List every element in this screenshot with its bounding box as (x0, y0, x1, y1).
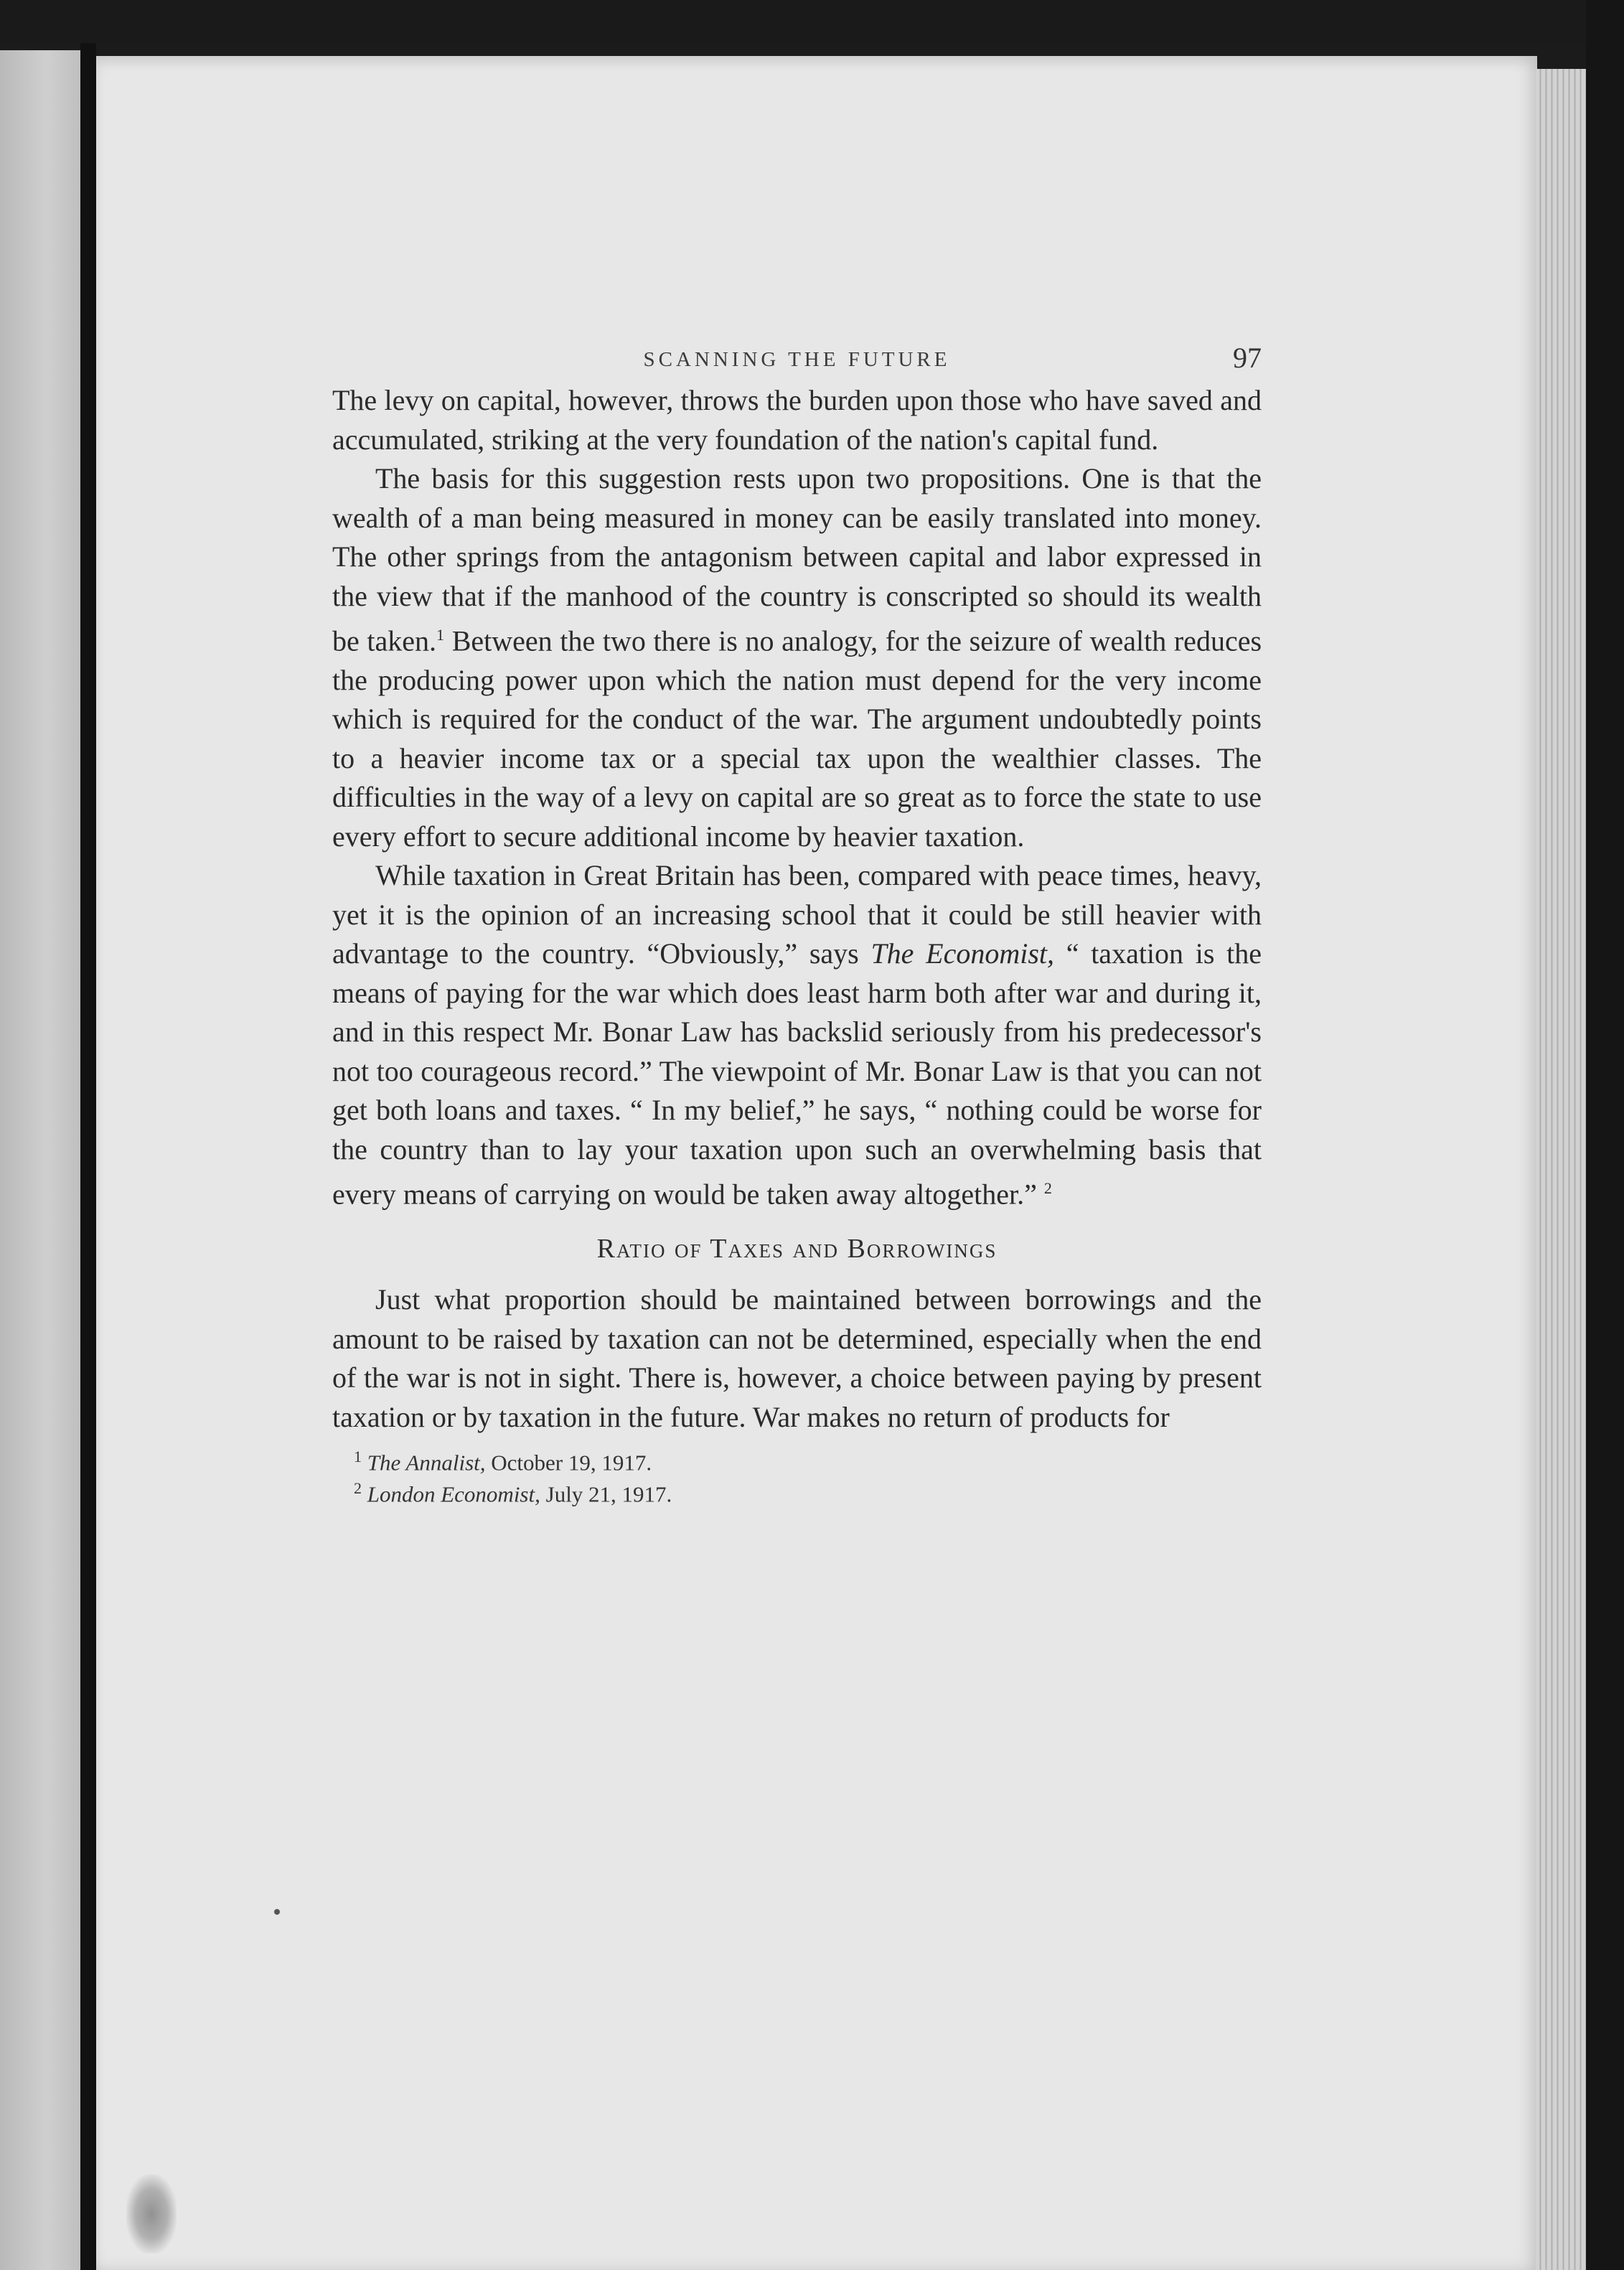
page-edges (1536, 69, 1586, 2270)
ink-speck (274, 1909, 280, 1915)
footnote-ref: 2 (1043, 1179, 1052, 1198)
scan-background-top (0, 0, 1624, 43)
footnote-mark: 2 (354, 1479, 362, 1498)
paragraph-text: The basis for this suggestion rests upon two propositions. One is that the wealth of a man being measured in money can be easily translated into money. The other springs from the antagonism between capital and labor expressed in the view that if the manhood of the country is conscripted so should its wealth be taken. (332, 462, 1262, 657)
paragraph: Just what proportion should be maintained between borrowings and the amount to be raised by taxation can not be determined, especially when the end of the war is not in sight. There is, however, a choice between paying by present taxation or by taxation in the future. War makes no return of products for (332, 1283, 1262, 1433)
paragraph (332, 856, 1262, 1214)
page-number: 97 (1233, 342, 1262, 374)
paragraph: The levy on capital, however, throws the burden upon those who have saved and accumulated, striking at the very foundation of the nation's capital fund. (332, 384, 1262, 456)
footnotes (332, 1444, 1262, 1508)
page-content (332, 341, 1262, 1508)
thumb-smudge (126, 2175, 177, 2253)
paragraph-text: Between the two there is no analogy, for the seizure of wealth reduces the producing power upon which the nation must depend for the very income which is required for the conduct of the war. The argument undoubtedly points to a heavier income tax or a special tax upon the wealthier classes. The difficulties in the way of a levy on capital are so great as to force the state to use every effort to secure additional income by heavier taxation. (332, 624, 1262, 853)
footnote (354, 1476, 1262, 1507)
footnote (354, 1444, 1262, 1476)
body-text (332, 1280, 1262, 1437)
footnote-date: October 19, 1917. (491, 1450, 652, 1476)
footnote-mark: 1 (354, 1448, 362, 1466)
paragraph-text: While taxation in Great Britain has been, compared with peace times, heavy, yet it is the opinion of an increasing school that it could be still heavier with advantage to the country. “Obviously,” says (332, 859, 1262, 970)
book-gutter (80, 43, 96, 2270)
footnote-date: July 21, 1917. (545, 1481, 672, 1507)
section-heading: Ratio of Taxes and Borrowings (596, 1234, 998, 1265)
scan-background-right (1586, 0, 1624, 2270)
footnote-source: The Annalist, (367, 1450, 486, 1476)
footnote-ref: 1 (436, 626, 445, 644)
paragraph-text: “ taxation is the means of paying for the war which does least harm both after war and during it, and in this respect Mr. Bonar Law has backslid seriously from his predecessor's not too courageous record.” The viewpoint of Mr. Bonar Law is that you can not get both loans and taxes. “ In my belief,” he says, “ nothing could be worse for the country than to lay your taxation upon such an overwhelming basis that every means of carrying on would be taken away altogether.” (332, 937, 1262, 1211)
footnote-source: London Economist, (367, 1481, 540, 1507)
paragraph (332, 459, 1262, 856)
running-head (332, 341, 1262, 381)
body-text (332, 381, 1262, 1214)
facing-page-edge (0, 50, 85, 2270)
running-title: SCANNING THE FUTURE (643, 348, 951, 371)
publication-title: The Economist, (870, 937, 1055, 970)
